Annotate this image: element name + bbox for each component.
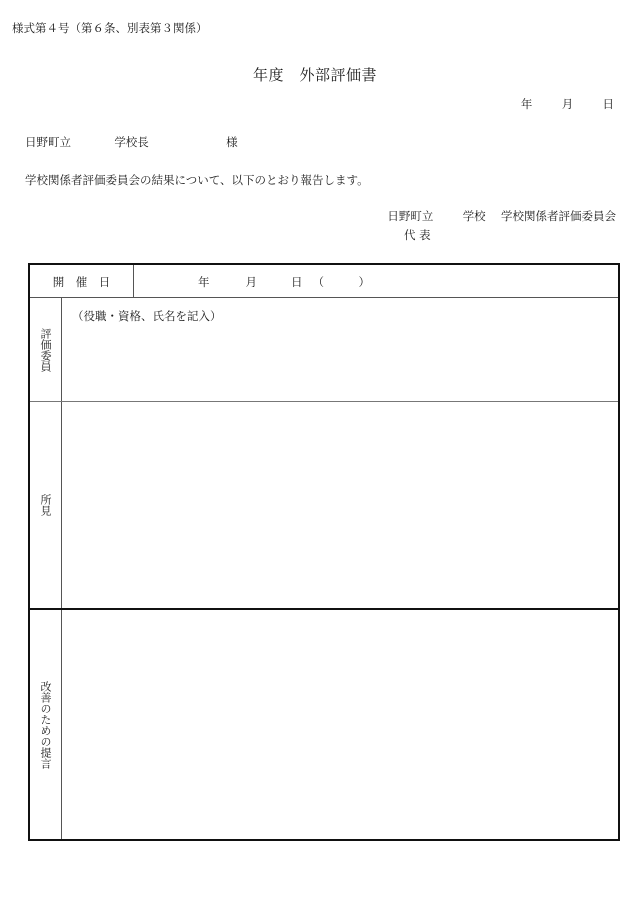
opinion-label: 所見 xyxy=(39,494,52,516)
date-day: 日 xyxy=(602,97,614,111)
improvement-proposal-label-cell xyxy=(30,610,62,839)
improvement-proposal-field[interactable] xyxy=(62,610,618,839)
sender-committee-name: 学校関係者評価委員会 xyxy=(501,209,616,223)
evaluation-members-label: 評価委員 xyxy=(39,327,52,372)
meeting-date-month: 月 xyxy=(245,274,257,289)
addressee-role: 学校長 xyxy=(114,135,149,149)
opinion-row xyxy=(30,402,618,610)
form-number: 様式第４号（第６条、別表第３関係） xyxy=(12,21,208,35)
date-month: 月 xyxy=(561,97,574,111)
addressee xyxy=(25,134,238,150)
meeting-date-field[interactable] xyxy=(134,265,618,298)
opinion-field[interactable] xyxy=(62,402,618,608)
evaluation-members-row xyxy=(30,298,618,402)
sender-committee xyxy=(387,208,616,224)
addressee-town: 日野町立 xyxy=(25,135,71,149)
meeting-date-row xyxy=(30,265,618,298)
report-date xyxy=(521,96,614,112)
meeting-date-day: 日 xyxy=(291,274,303,289)
meeting-date-weekday: （ ） xyxy=(312,274,370,289)
addressee-honorific: 様 xyxy=(226,135,238,149)
evaluation-members-note: （役職・資格、氏名を記入） xyxy=(72,309,222,323)
improvement-proposal-row xyxy=(30,610,618,839)
evaluation-members-label-cell xyxy=(30,298,62,401)
evaluation-table xyxy=(28,263,620,841)
sender-representative: 代 表 xyxy=(404,228,431,242)
sender-school: 学校 xyxy=(462,209,486,223)
date-year: 年 xyxy=(520,97,533,111)
opinion-label-cell xyxy=(30,402,62,608)
document-title: 年度 外部評価書 xyxy=(252,66,377,84)
improvement-proposal-label: 改善のための提言 xyxy=(39,680,52,769)
evaluation-members-field[interactable] xyxy=(62,298,618,401)
meeting-date-label: 開 催 日 xyxy=(30,265,134,298)
body-text: 学校関係者評価委員会の結果について、以下のとおり報告します。 xyxy=(25,173,369,187)
sender-town: 日野町立 xyxy=(387,209,434,223)
meeting-date-year: 年 xyxy=(198,274,210,289)
